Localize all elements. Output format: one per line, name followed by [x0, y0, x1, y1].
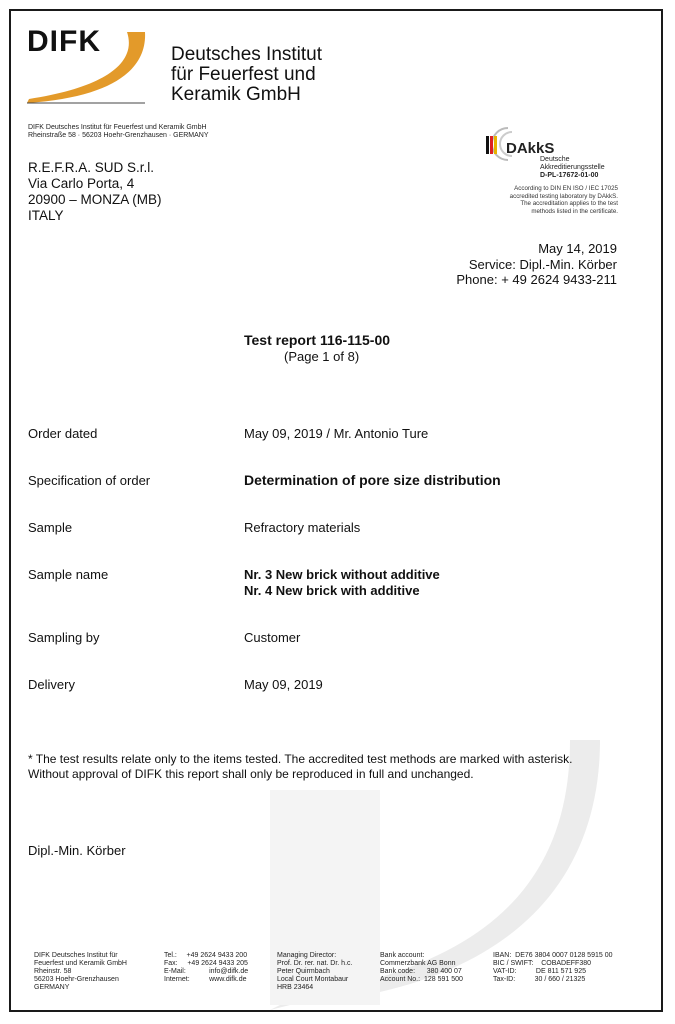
report-title: Test report 116-115-00 [244, 332, 391, 348]
institute-line-3: Keramik GmbH [171, 84, 301, 105]
accreditation-note-1: According to DIN EN ISO / IEC 17025 [514, 185, 618, 192]
sample-name-value [244, 567, 440, 599]
delivery-label: Delivery [28, 677, 75, 692]
footer-management: Managing Director: Prof. Dr. rer. nat. Dr. h.c. Peter Quirmbach Local Court Montabaur HRB 23464 [277, 952, 353, 991]
service-contact: Service: Dipl.-Min. Körber [468, 256, 617, 272]
page-indicator: (Page 1 of 8) [284, 349, 360, 364]
sample-value: Refractory materials [244, 520, 361, 535]
institute-name [171, 45, 322, 105]
phone-number: Phone: + 49 2624 9433-211 [456, 272, 617, 287]
footer-bank: Bank account: Commerzbank AG Bonn Bank code: 380 400 07 Account No.: 128 591 500 [380, 952, 463, 983]
dakks-name: DAkkS [506, 140, 555, 157]
dakks-sub-1: Deutsche [540, 156, 570, 163]
institute-line-1: Deutsches Institut [171, 44, 323, 65]
accreditation-note-3: The accreditation applies to the test [520, 200, 618, 207]
disclaimer-line-1: * The test results relate only to the items tested. The accredited test methods are marked with asterisk. [28, 752, 573, 766]
sample-name-1: Nr. 3 New brick without additive [244, 567, 440, 582]
spec-value: Determination of pore size distribution [244, 472, 501, 488]
signature: Dipl.-Min. Körber [28, 843, 126, 858]
institute-line-2: für Feuerfest und [171, 64, 316, 85]
difk-logo-text: DIFK [27, 25, 101, 58]
recipient-line-3: 20900 – MONZA (MB) [28, 192, 162, 207]
delivery-value: May 09, 2019 [244, 677, 323, 692]
accreditation-note-2: accredited testing laboratory by DAkkS. [509, 192, 618, 200]
footer-contact: Tel.: +49 2624 9433 200 Fax: +49 2624 9433 205 E-Mail: info@difk.de Internet: www.difk.de [164, 952, 249, 983]
footer-tax: IBAN: DE76 3804 0007 0128 5915 00 BIC / SWIFT: COBADEFF380 VAT-ID: DE 811 571 925 Tax-ID: 30 / 660 / 21325 [493, 952, 613, 983]
recipient-line-2: Via Carlo Porta, 4 [28, 176, 135, 191]
dakks-sub-2: Akkreditierungsstelle [540, 164, 605, 171]
dakks-subtitle [540, 156, 605, 180]
order-value: May 09, 2019 / Mr. Antonio Ture [244, 426, 429, 441]
dakks-sub-3: D-PL-17672-01-00 [540, 172, 599, 179]
sender-line-2: Rheinstraße 58 · 56203 Hoehr-Grenzhausen · GERMANY [28, 132, 209, 139]
accreditation-note [470, 185, 618, 215]
disclaimer-line-2: Without approval of DIFK this report shall only be reproduced in full and unchanged. [28, 767, 474, 781]
recipient-line-1: R.E.F.R.A. SUD S.r.l. [28, 160, 155, 175]
spec-label: Specification of order [28, 473, 151, 488]
order-label: Order dated [28, 426, 98, 441]
sampling-label: Sampling by [28, 630, 100, 645]
report-meta [456, 241, 617, 288]
sender-line [28, 124, 209, 140]
report-date: May 14, 2019 [538, 241, 617, 256]
sender-line-1: DIFK Deutsches Institut für Feuerfest und Keramik GmbH [28, 124, 207, 131]
footer-company: DIFK Deutsches Institut für Feuerfest und Keramik GmbH Rheinstr. 58 56203 Hoehr-Grenzhausen GERMANY [34, 952, 127, 991]
recipient-line-4: ITALY [28, 208, 64, 223]
sample-name-2: Nr. 4 New brick with additive [244, 583, 420, 598]
accreditation-note-4: methods listed in the certificate. [531, 207, 618, 215]
sample-label: Sample [28, 520, 73, 535]
sampling-value: Customer [244, 630, 301, 645]
disclaimer-note [28, 752, 628, 782]
recipient-address [28, 160, 162, 224]
sample-name-label: Sample name [28, 567, 109, 582]
